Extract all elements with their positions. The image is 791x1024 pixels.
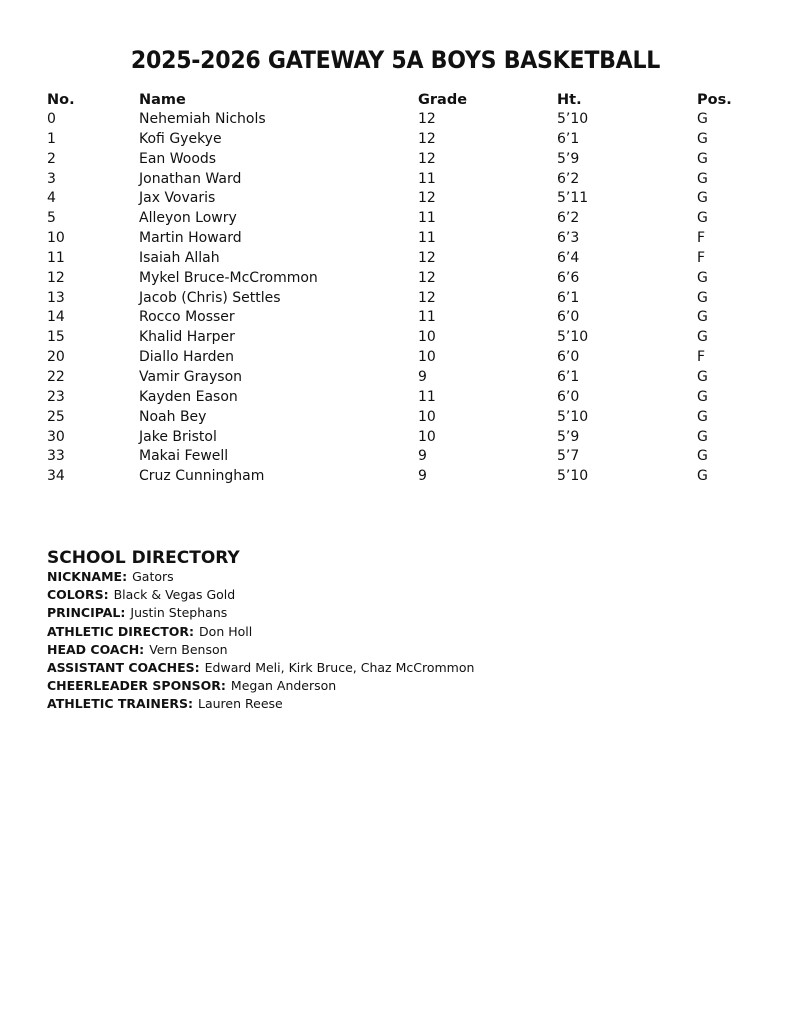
player-name: Isaiah Allah [139,249,220,266]
directory-label: NICKNAME: [47,569,128,584]
directory-entry [47,586,474,604]
player-name: Noah Bey [139,408,207,425]
player-height: 5’9 [557,428,580,445]
player-grade: 11 [418,210,436,227]
directory-label: ATHLETIC DIRECTOR: [47,623,195,639]
header-height: Ht. [557,92,582,108]
directory-value: Black & Vegas Gold [113,587,236,603]
player-name: Martin Howard [139,230,242,247]
player-position: G [697,170,708,187]
directory-label: ASSISTANT COACHES: [47,660,200,676]
player-position: G [697,428,708,445]
table-row [47,388,747,408]
player-height: 6’2 [557,170,580,187]
player-grade: 12 [418,130,436,147]
player-position: G [697,269,708,286]
player-name: Jake Bristol [139,428,217,445]
player-grade: 11 [418,230,436,247]
player-height: 6’1 [557,289,580,306]
player-number: 34 [47,468,65,485]
table-row [47,189,747,209]
player-number: 14 [47,309,65,326]
header-name: Name [139,92,186,108]
player-position: G [697,309,708,326]
player-height: 5’10 [557,408,589,425]
player-number: 4 [47,190,56,207]
player-height: 6’4 [557,249,580,266]
table-row [47,170,747,190]
header-position: Pos. [697,92,732,108]
player-name: Jax Vovaris [139,190,216,207]
player-number: 11 [47,249,65,266]
player-grade: 12 [418,249,436,266]
player-number: 23 [47,388,65,405]
directory-entry [47,695,474,713]
directory-entry [47,641,474,659]
player-name: Jonathan Ward [139,170,242,187]
directory-value: Justin Stephans [130,605,228,621]
player-height: 6’1 [557,368,580,385]
player-name: Diallo Harden [139,349,235,366]
player-grade: 12 [418,111,436,127]
player-grade: 10 [418,349,436,366]
player-name: Mykel Bruce-McCrommon [139,269,318,286]
roster-header-row [47,90,747,110]
directory-value: Gators [132,569,174,584]
player-number: 20 [47,349,65,366]
player-number: 0 [47,111,56,127]
player-grade: 12 [418,289,436,306]
player-height: 5’9 [557,150,580,167]
player-position: G [697,329,708,346]
directory-label: PRINCIPAL: [47,605,126,621]
player-name: Jacob (Chris) Settles [139,289,281,306]
roster-body [47,110,747,487]
directory-label: COLORS: [47,587,109,603]
table-row [47,249,747,269]
player-number: 22 [47,368,65,385]
roster-table [47,90,747,487]
player-height: 5’10 [557,329,589,346]
player-position: G [697,448,708,465]
table-row [47,447,747,467]
table-row [47,229,747,249]
header-grade: Grade [418,92,468,108]
player-position: G [697,210,708,227]
player-grade: 12 [418,150,436,167]
player-position: G [697,111,708,127]
directory-value: Megan Anderson [230,678,337,694]
player-position: G [697,408,708,425]
player-name: Nehemiah Nichols [139,111,266,127]
directory-entry [47,677,474,695]
player-name: Kayden Eason [139,388,238,405]
player-number: 25 [47,408,65,425]
player-position: F [697,230,706,247]
player-number: 1 [47,130,56,147]
player-grade: 11 [418,170,436,187]
table-row [47,408,747,428]
player-height: 6’1 [557,130,580,147]
directory-title: SCHOOL DIRECTORY [47,548,240,568]
player-grade: 10 [418,408,436,425]
directory-entry [47,568,474,586]
player-position: G [697,468,708,485]
player-position: F [697,349,706,366]
table-row [47,150,747,170]
table-row [47,110,747,130]
directory-value: Lauren Reese [198,696,283,712]
player-height: 6’3 [557,230,580,247]
directory-entry [47,604,474,622]
player-name: Makai Fewell [139,448,229,465]
player-height: 5’10 [557,111,589,127]
player-height: 5’7 [557,448,580,465]
player-number: 33 [47,448,65,465]
player-position: G [697,190,708,207]
player-position: G [697,130,708,147]
player-position: G [697,388,708,405]
header-number: No. [47,92,75,108]
table-row [47,348,747,368]
page-title: 2025-2026 GATEWAY 5A BOYS BASKETBALL [130,46,661,74]
table-row [47,368,747,388]
player-grade: 10 [418,329,436,346]
player-grade: 12 [418,190,436,207]
table-row [47,130,747,150]
player-number: 2 [47,150,56,167]
table-row [47,467,747,487]
player-name: Ean Woods [139,150,217,167]
player-number: 30 [47,428,65,445]
player-number: 5 [47,210,56,227]
player-number: 3 [47,170,56,187]
directory-entry [47,623,474,641]
player-grade: 10 [418,428,436,445]
player-grade: 11 [418,388,436,405]
directory-label: ATHLETIC TRAINERS: [47,696,194,712]
directory-value: Edward Meli, Kirk Bruce, Chaz McCrommon [204,660,475,676]
directory-value: Vern Benson [149,641,228,657]
player-position: F [697,249,706,266]
table-row [47,209,747,229]
table-row [47,328,747,348]
player-number: 12 [47,269,65,286]
player-grade: 11 [418,309,436,326]
player-height: 6’0 [557,309,580,326]
player-name: Alleyon Lowry [139,210,237,227]
table-row [47,269,747,289]
player-number: 10 [47,230,65,247]
player-grade: 9 [418,448,427,465]
player-grade: 12 [418,269,436,286]
player-height: 5’10 [557,468,589,485]
directory-label: CHEERLEADER SPONSOR: [47,678,226,694]
table-row [47,308,747,328]
directory-entries [47,568,474,714]
player-height: 6’0 [557,349,580,366]
table-row [47,289,747,309]
player-name: Rocco Mosser [139,309,235,326]
player-number: 13 [47,289,65,306]
player-name: Kofi Gyekye [139,130,222,147]
player-number: 15 [47,329,65,346]
player-height: 5’11 [557,190,589,207]
player-height: 6’0 [557,388,580,405]
player-position: G [697,150,708,167]
school-directory [47,548,474,714]
player-grade: 9 [418,368,427,385]
player-grade: 9 [418,468,427,485]
table-row [47,428,747,448]
directory-label: HEAD COACH: [47,641,145,657]
player-name: Khalid Harper [139,329,235,346]
player-name: Vamir Grayson [139,368,243,385]
player-position: G [697,368,708,385]
directory-entry [47,659,474,677]
player-height: 6’2 [557,210,580,227]
player-height: 6’6 [557,269,580,286]
player-position: G [697,289,708,306]
player-name: Cruz Cunningham [139,468,265,485]
directory-value: Don Holl [199,623,253,639]
